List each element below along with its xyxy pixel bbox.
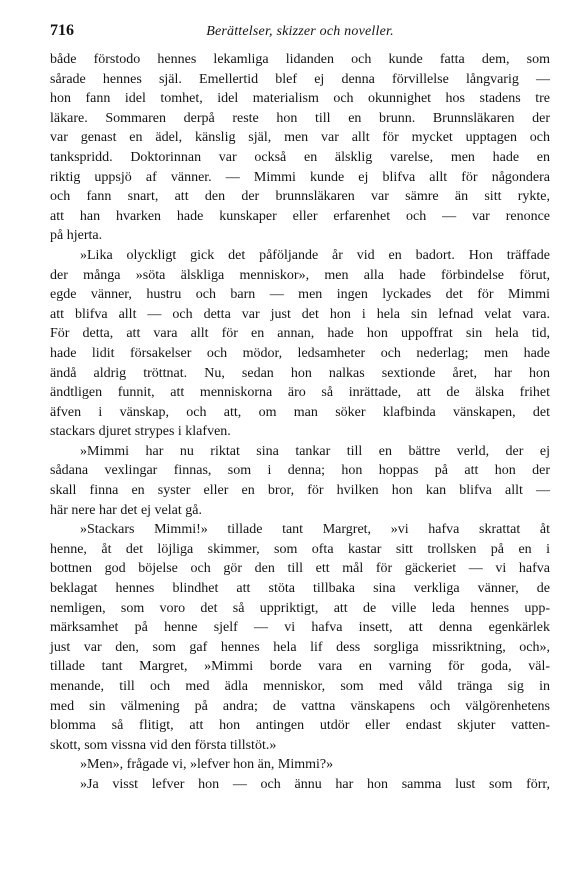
text-line: märksamhet på henne sjelf — vi hafva insett, att denna egenkärlek — [50, 620, 550, 636]
page-number: 716 — [50, 22, 74, 39]
text-line: »Men», frågade vi, »lefver hon än, Mimmi?» — [80, 757, 334, 773]
text-line: ändå aldrig tröttnat. Nu, sedan hon nalkas sextionde året, har hon — [50, 365, 550, 381]
text-line: här nere har det ej velat gå. — [50, 502, 202, 518]
text-line: blomma så flitigt, att hon antingen utdör eller endast skjuter vatten- — [50, 718, 550, 734]
text-line: »Ja visst lefver hon — och ännu har hon samma lust som förr, — [80, 776, 550, 792]
text-line: med sin välmening på andra; de vattna vänskapens och välgörenhetens — [50, 698, 550, 714]
text-line: tankspridd. Doktorinnan var också en älsklig varelse, men hade en — [50, 149, 550, 165]
text-line: egde vänner, hustru och barn — men ingen lyckades det för Mimmi — [50, 287, 550, 303]
text-line: läkare. Sommaren derpå reste hon till en brunn. Brunnsläkaren der — [50, 110, 550, 126]
text-line: beklagat hennes blindhet att stöta tillbaka sina verkliga vänner, de — [50, 581, 550, 597]
text-line: stackars djuret strypes i klafven. — [50, 424, 231, 440]
text-line: hade lidit försakelser och mödor, ledsamheter och nederlag; men hade — [50, 345, 550, 361]
text-line: nemligen, som voro det så uppriktigt, att de ville leda hennes upp- — [50, 600, 550, 616]
text-line: skott, som vissna vid den första tillstöt.» — [50, 737, 277, 753]
text-line: För detta, att vara allt för en annan, hade hon uppoffrat sin hela tid, — [50, 326, 550, 342]
text-line: sådana vexlingar finnas, som i denna; hon hoppas på att hon der — [50, 463, 550, 479]
text-line: just var den, som gaf hennes hela lif dess sorgliga missriktning, och», — [50, 639, 550, 655]
text-line: på hjerta. — [50, 228, 103, 244]
text-line: der många »söta älskliga menniskor», men alla hade förbindelse förut, — [50, 267, 550, 283]
text-line: äfven i vänskap, och att, om man söker klafbinda vänskapen, det — [50, 404, 550, 420]
text-line: att blifva allt — och detta var just det hon i hela sin lefnad velat vara. — [50, 306, 550, 322]
page-header — [50, 22, 550, 42]
text-line: henne, åt det löjliga skimmer, som ofta kastar sitt trollsken på en i — [50, 541, 550, 557]
body-text — [50, 50, 550, 795]
text-line: hon fann idel tomhet, idel materialism och okunnighet hos stadens tre — [50, 91, 550, 107]
text-line: tillade tant Margret, »Mimmi borde vara en varning för goda, väl- — [50, 659, 550, 675]
text-line: att han hvarken hade kunskaper eller erfarenhet och — var renonce — [50, 208, 550, 224]
text-line: bottnen god böjelse och gör den till ett mål för gäckeriet — vi hafva — [50, 561, 550, 577]
text-line: riktig uppsjö af vänner. — Mimmi kunde ej blifva allt för någondera — [50, 169, 550, 185]
text-line: och fann snart, att den der brunnsläkaren var sämre än sitt rykte, — [50, 189, 550, 205]
text-line: »Lika olyckligt gick det påföljande år vid en badort. Hon träffade — [80, 247, 550, 263]
text-line: skall finna en syster eller en bror, för hvilken hon kan blifva allt — — [50, 483, 550, 499]
text-line: ändtligen funnit, att menniskorna äro så inrättade, att de älska frihet — [50, 385, 550, 401]
text-line: var genast en ädel, känslig själ, men var allt för mycket upptagen och — [50, 130, 550, 146]
text-line: »Mimmi har nu riktat sina tankar till en bättre verld, der ej — [80, 443, 550, 459]
running-head: Berättelser, skizzer och noveller. — [206, 24, 394, 39]
text-line: sårade hennes själ. Emellertid blef ej denna förvillelse långvarig — — [50, 71, 550, 87]
text-line: menande, till och med ädla menniskor, som med våld tränga sig in — [50, 679, 550, 694]
text-line: både förstodo hennes lekamliga lidanden och kunde fatta dem, som — [50, 52, 550, 67]
text-line: »Stackars Mimmi!» tillade tant Margret, »vi hafva skrattat åt — [80, 522, 550, 538]
